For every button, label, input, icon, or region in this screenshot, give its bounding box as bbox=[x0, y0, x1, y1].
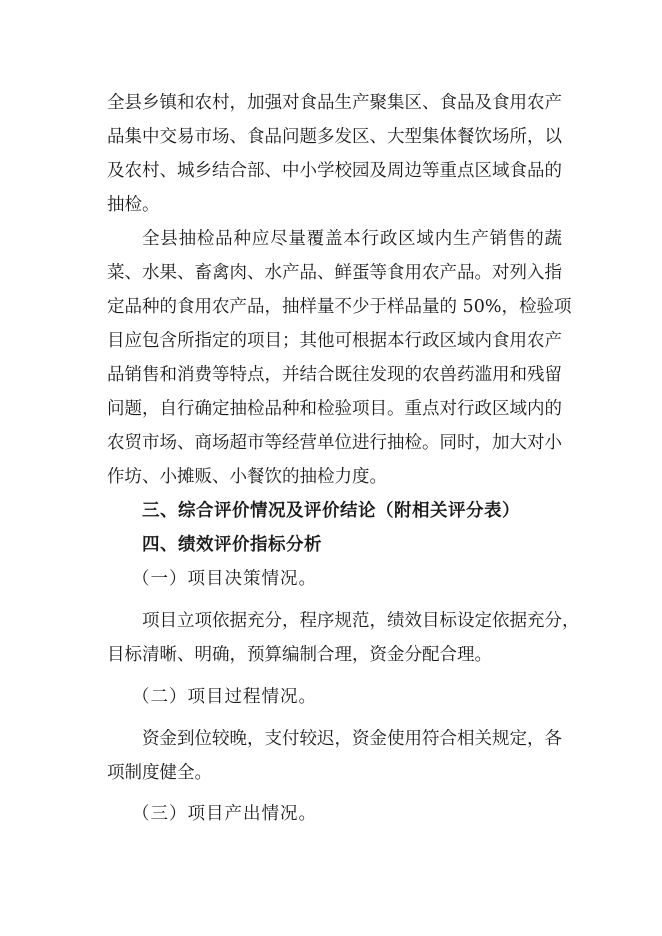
paragraph-line: 品销售和消费等特点，并结合既往发现的农兽药滥用和残留 bbox=[107, 365, 562, 385]
paragraph-line: 全县抽检品种应尽量覆盖本行政区域内生产销售的蔬 bbox=[142, 229, 562, 249]
paragraph-line: 农贸市场、商场超市等经营单位进行抽检。同时，加大对小 bbox=[107, 433, 562, 453]
section-heading: 四、绩效评价指标分析 bbox=[142, 535, 322, 555]
paragraph-line: 品集中交易市场、食品问题多发区、大型集体餐饮场所，以 bbox=[107, 127, 562, 147]
paragraph-line: 项制度健全。 bbox=[107, 763, 212, 783]
section-heading: 三、综合评价情况及评价结论（附相关评分表） bbox=[142, 501, 520, 521]
paragraph-line: 定品种的食用农产品，抽样量不少于样品量的 50%，检验项 bbox=[107, 297, 572, 317]
paragraph-line: 抽检。 bbox=[107, 195, 160, 215]
paragraph-line: 作坊、小摊贩、小餐饮的抽检力度。 bbox=[107, 467, 387, 487]
paragraph-line: 菜、水果、畜禽肉、水产品、鲜蛋等食用农产品。对列入指 bbox=[107, 263, 562, 283]
paragraph-line: 问题，自行确定抽检品种和检验项目。重点对行政区域内的 bbox=[107, 399, 562, 419]
subsection-heading: （一）项目决策情况。 bbox=[132, 569, 317, 589]
paragraph-line: 目标清晰、明确，预算编制合理，资金分配合理。 bbox=[107, 645, 492, 665]
paragraph-line: 资金到位较晚，支付较迟，资金使用符合相关规定，各 bbox=[142, 729, 562, 749]
subsection-heading: （三）项目产出情况。 bbox=[132, 804, 317, 824]
subsection-heading: （二）项目过程情况。 bbox=[132, 687, 317, 707]
paragraph-line: 项目立项依据充分，程序规范，绩效目标设定依据充分， bbox=[142, 611, 580, 631]
paragraph-line: 全县乡镇和农村，加强对食品生产聚集区、食品及食用农产 bbox=[107, 93, 562, 113]
paragraph-line: 及农村、城乡结合部、中小学校园及周边等重点区域食品的 bbox=[107, 161, 562, 181]
paragraph-line: 目应包含所指定的项目；其他可根据本行政区域内食用农产 bbox=[107, 331, 562, 351]
